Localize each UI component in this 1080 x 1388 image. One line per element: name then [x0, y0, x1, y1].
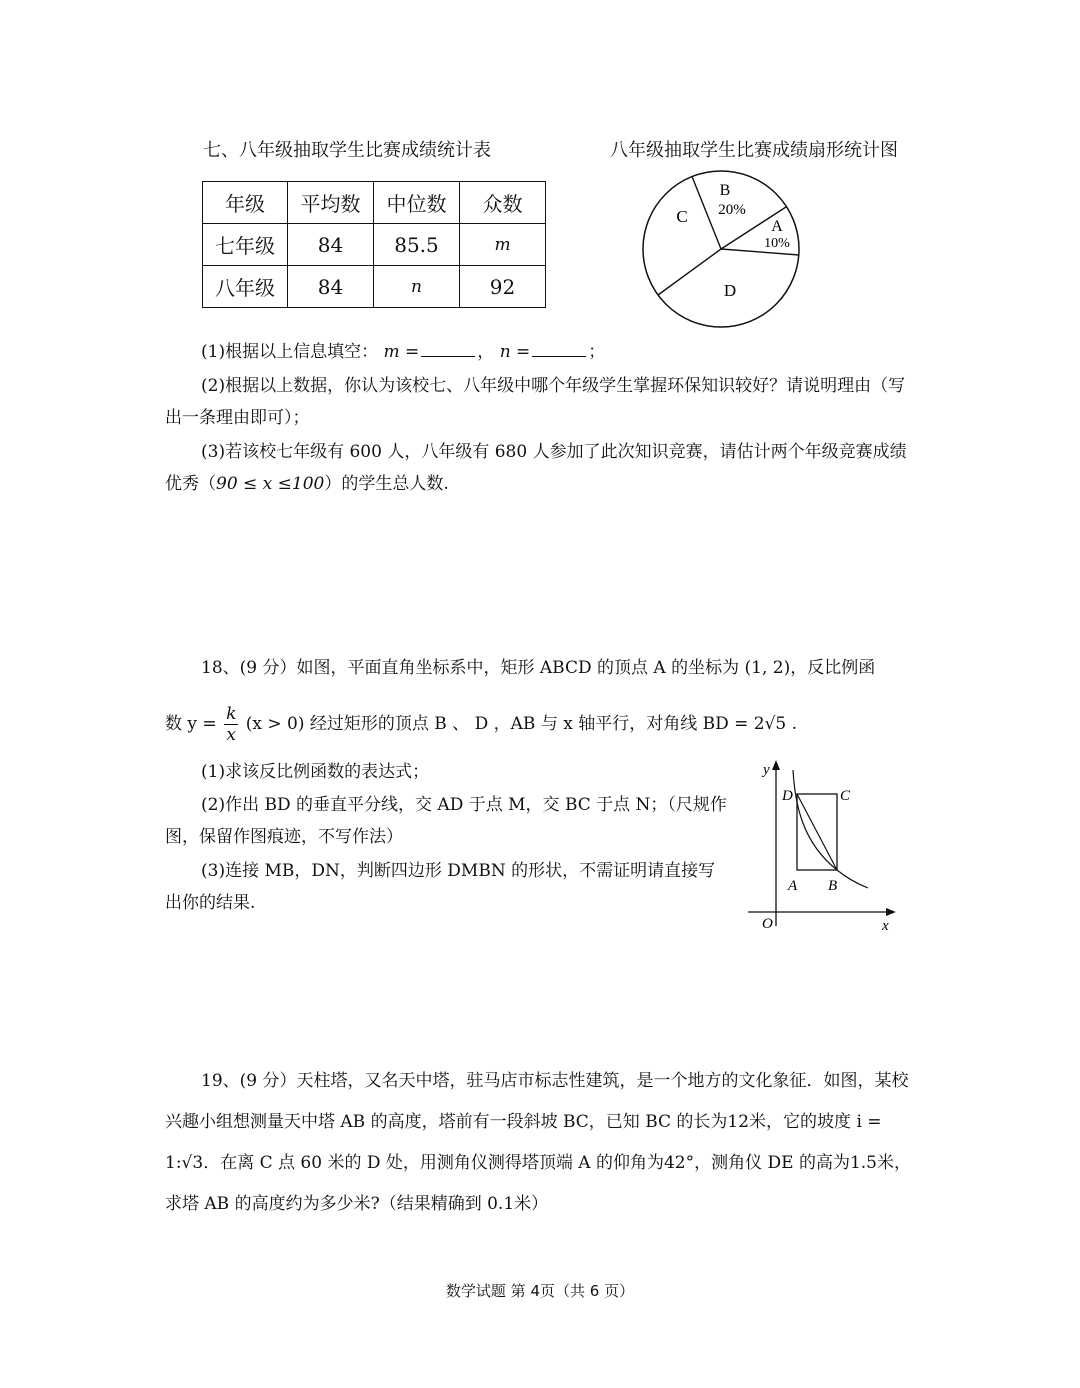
q17-inequality: 90 ≤ x ≤100: [216, 474, 325, 494]
x-axis-arrow: [886, 908, 896, 916]
table-caption: 七、八年级抽取学生比赛成绩统计表: [203, 140, 491, 161]
pie-slice-label: B: [719, 182, 731, 199]
table-header-cell: 平均数: [288, 182, 374, 224]
table-header-cell: 中位数: [374, 182, 460, 224]
table-cell: 八年级: [203, 266, 288, 308]
q17-part3: [165, 436, 917, 500]
table-cell: n: [374, 266, 460, 308]
q18-part1: (1)求该反比例函数的表达式；: [201, 762, 430, 782]
q18-function-prefix: 数 y =: [165, 714, 217, 734]
table-row: [203, 266, 546, 308]
pie-chart: [640, 168, 805, 330]
point-label-c: C: [840, 788, 851, 804]
q18-line1: 18、(9 分）如图，平面直角坐标系中，矩形 ABCD 的顶点 A 的坐标为 (1, 2)，反比例函: [201, 658, 876, 678]
page-footer: 数学试题 第 4页（共 6 页）: [445, 1282, 635, 1300]
table-row: [203, 224, 546, 266]
point-label-d: D: [782, 788, 793, 804]
q19-text: 19、(9 分）天柱塔，又名天中塔，驻马店市标志性建筑，是一个地方的文化象征．如图，某校兴趣小组想测量天中塔 AB 的高度，塔前有一段斜坡 BC，已知 BC 的长为12米，它的坡度 i = 1:√3．在离 C 点 60 米的 D 处，用测角仪测得塔顶端 A 的仰角为42°，测角仪 DE 的高为1.5米，求塔 AB 的高度约为多少米?（结果精确到 0.1米）: [165, 1071, 911, 1214]
table-cell: 85.5: [374, 224, 460, 266]
q17-p1-end: ；: [588, 342, 606, 362]
pie-divider: [658, 249, 721, 295]
pie-slice-percent: 10%: [764, 236, 790, 251]
q17-p3-text: (3)若该校七年级有 600 人，八年级有 680 人参加了此次知识竞赛，请估计两个年级竞赛成绩优秀（: [165, 442, 907, 494]
stats-table: [202, 181, 546, 308]
q18-part3: (3)连接 MB，DN，判断四边形 DMBN 的形状，不需证明请直接写出你的结果.: [165, 861, 716, 913]
pie-divider: [692, 177, 721, 250]
fraction-denominator: x: [226, 725, 237, 745]
point-label-b: B: [828, 878, 838, 894]
point-label-a: A: [788, 878, 798, 894]
q17-p1-sep: ，: [477, 342, 495, 362]
fraction-k-over-x: [224, 704, 238, 745]
q18-line2: [165, 700, 917, 748]
table-header-row: [203, 182, 546, 224]
q17-part2: (2)根据以上数据，你认为该校七、八年级中哪个年级学生掌握环保知识较好？请说明理由（写出一条理由即可）；: [165, 376, 906, 428]
axis-label-y: y: [763, 762, 770, 778]
q17-part1: [201, 336, 917, 368]
q17-m-label: m =: [383, 342, 420, 362]
q18-figure: [744, 756, 902, 936]
table-cell: 七年级: [203, 224, 288, 266]
q18-function-suffix: (x > 0) 经过矩形的顶点 B 、 D ，AB 与 x 轴平行，对角线 BD = 2√5 .: [245, 714, 798, 734]
table-cell: 92: [460, 266, 546, 308]
pie-slice-label: C: [676, 207, 688, 226]
pie-caption: 八年级抽取学生比赛成绩扇形统计图: [610, 140, 898, 161]
pie-slice-label: A: [771, 218, 783, 235]
q17-p1-prefix: (1)根据以上信息填空：: [201, 342, 379, 362]
table-header-cell: 众数: [460, 182, 546, 224]
axis-label-x: x: [882, 918, 889, 934]
answer-blank: [532, 342, 586, 357]
q18-part2: (2)作出 BD 的垂直平分线，交 AD 于点 M，交 BC 于点 N；（尺规作图，保留作图痕迹，不写作法）: [165, 795, 727, 847]
diagonal-bd: [797, 794, 837, 870]
fraction-numerator: k: [226, 704, 237, 724]
q17-p3-text-end: ）的学生总人数.: [324, 474, 449, 494]
pie-slice-percent: 20%: [718, 202, 746, 218]
table-cell: 84: [288, 266, 374, 308]
q17-n-label: n =: [499, 342, 531, 362]
answer-blank: [421, 342, 475, 357]
y-axis-arrow: [772, 760, 780, 770]
origin-label: O: [762, 916, 773, 932]
table-header-cell: 年级: [203, 182, 288, 224]
pie-slice-label: D: [723, 281, 737, 300]
table-cell: m: [460, 224, 546, 266]
table-cell: 84: [288, 224, 374, 266]
